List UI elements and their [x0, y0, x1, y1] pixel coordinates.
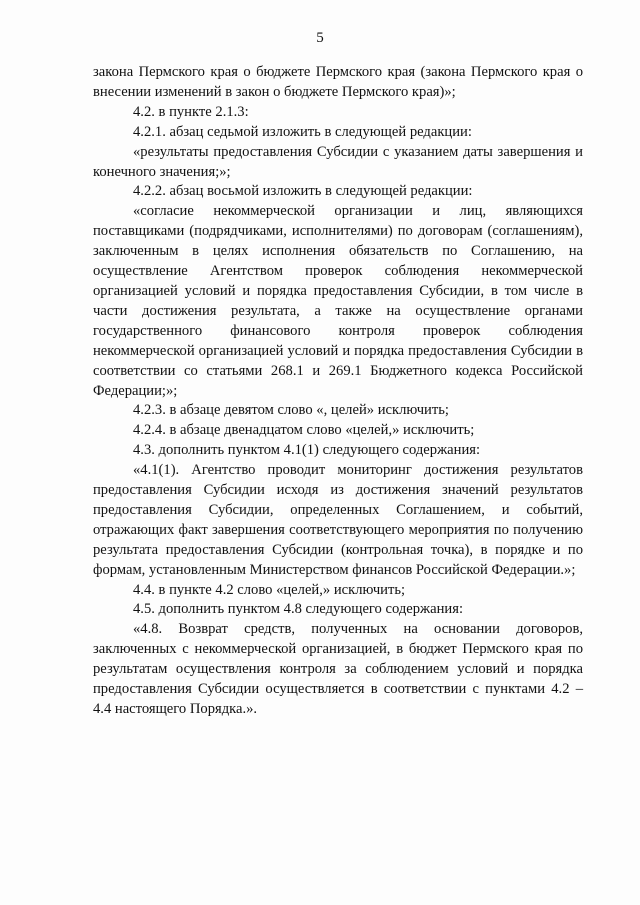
paragraph-4-2-4: 4.2.4. в абзаце двенадцатом слово «целей,» исключить;	[133, 422, 475, 439]
paragraph-4-2-2: 4.2.2. абзац восьмой изложить в следующей редакции:	[133, 183, 473, 200]
paragraph-quote-4-8: «4.8. Возврат средств, полученных на основании договоров, заключенных с некоммерческой организацией, в бюджет Пермского края по результатам осуществления контроля за соблюдением условий и порядка предоставления Субсидии осуществляется в соответствии с пунктами 4.2 – 4.4 настоящего Порядка.».	[93, 621, 583, 717]
paragraph-quote-consent: «согласие некоммерческой организации и лиц, являющихся поставщиками (подрядчиками, исполнителями) по договорам (соглашениям), заключенным в целях исполнения обязательств по Соглашению, на осуществление Агентством проверок соблюдения некоммерческой организацией условий и порядка предоставления Субсидии, в том числе в части достижения результата, а также на осуществление органами государственного финансового контроля проверок соблюдения некоммерческой организацией условий и порядка предоставления Субсидии в соответствии со статьями 268.1 и 269.1 Бюджетного кодекса Российской Федерации;»;	[93, 203, 583, 399]
paragraph-quote-results: «результаты предоставления Субсидии с указанием даты завершения и конечного значения;»;	[93, 143, 583, 180]
paragraph-budget-law: закона Пермского края о бюджете Пермского края (закона Пермского края о внесении изменений в закон о бюджете Пермского края)»;	[93, 64, 583, 100]
paragraph-quote-4-1-1: «4.1(1). Агентство проводит мониторинг достижения результатов предоставления Субсидии исходя из достижения значений результатов предоставления Субсидии, определенных Соглашением, и событий, отражающих факт завершения соответствующего мероприятия по получению результата предоставления Субсидии (контрольная точка), в порядке и по формам, установленным Министерством финансов Российской Федерации.»;	[93, 462, 583, 578]
paragraph-4-4: 4.4. в пункте 4.2 слово «целей,» исключить;	[133, 581, 406, 598]
paragraph-4-2: 4.2. в пункте 2.1.3:	[133, 103, 249, 120]
paragraph-4-5: 4.5. дополнить пунктом 4.8 следующего содержания:	[133, 601, 464, 618]
page-number: 5	[316, 30, 324, 46]
paragraph-4-2-3: 4.2.3. в абзаце девятом слово «, целей» исключить;	[133, 402, 449, 419]
document-body	[93, 63, 583, 720]
paragraph-4-3: 4.3. дополнить пунктом 4.1(1) следующего содержания:	[133, 442, 481, 459]
paragraph-4-2-1: 4.2.1. абзац седьмой изложить в следующей редакции:	[133, 123, 472, 140]
